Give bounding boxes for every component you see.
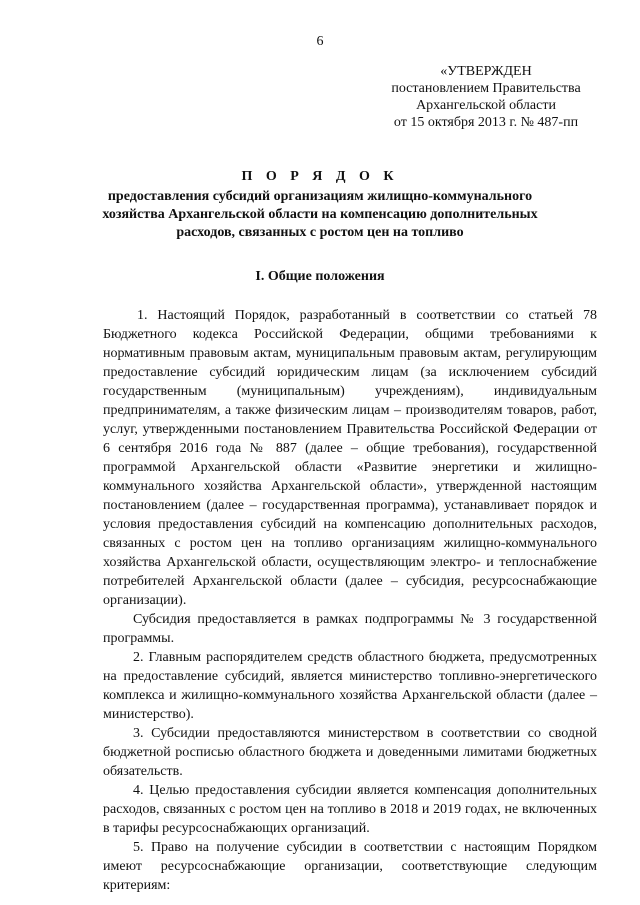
title-subtitle: предоставления субсидий организациям жилищно-коммунального хозяйства Архангельской области на компенсацию дополнительных расходов, связанных с ростом цен на топливо (102, 189, 538, 240)
body-text (103, 306, 597, 895)
page-number: 6 (316, 34, 324, 49)
approval-line-approved: «УТВЕРЖДЕН (440, 64, 532, 79)
section-heading: I. Общие положения (255, 269, 385, 284)
paragraph-4: 4. Целью предоставления субсидии является компенсация дополнительных расходов, связанных с ростом цен на топливо в 2018 и 2019 годах, не включенных в тарифы ресурсоснабжающих организаций. (103, 783, 597, 836)
title-word: П О Р Я Д О К (241, 169, 399, 184)
paragraph-subsidy-program: Субсидия предоставляется в рамках подпрограммы № 3 государственной программы. (103, 612, 597, 646)
paragraph-5: 5. Право на получение субсидии в соответствии с настоящим Порядком имеют ресурсоснабжающие организации, соответствующие следующим критериям: (103, 840, 597, 893)
approval-line-decree: постановлением Правительства (391, 81, 581, 96)
approval-line-region: Архангельской области (416, 98, 556, 113)
document-title (100, 168, 540, 242)
paragraph-2: 2. Главным распорядителем средств областного бюджета, предусмотренных на предоставление субсидий, является министерство топливно-энергетического комплекса и жилищно-коммунального хозяйства Архангельской области (далее – министерство). (103, 650, 597, 722)
approval-stamp (370, 63, 602, 131)
paragraph-1: 1. Настоящий Порядок, разработанный в соответствии со статьей 78 Бюджетного кодекса Российской Федерации, общими требованиями к нормативным правовым актам, муниципальным правовым актам, регулирующим предоставление субсидий юридическим лицам (за исключением субсидий государственным (муниципальным) учреждениям), индивидуальным предпринимателям, а также физическим лицам – производителям товаров, работ, услуг, утвержденными постановлением Правительства Российской Федерации от 6 сентября 2016 года № 887 (далее – общие требования), государственной программой Архангельской области «Развитие энергетики и жилищно-коммунального хозяйства Архангельской области», утвержденной настоящим постановлением (далее – государственная программа), устанавливает порядок и условия предоставления субсидий на компенсацию дополнительных расходов, связанных с ростом цен на топливо организациям жилищно-коммунального хозяйства Архангельской области, осуществляющим электро- и теплоснабжение потребителей Архангельской области (далее – субсидия, ресурсоснабжающие организации). (103, 308, 597, 608)
paragraph-3: 3. Субсидии предоставляются министерством в соответствии со сводной бюджетной росписью областного бюджета и доведенными лимитами бюджетных обязательств. (103, 726, 597, 779)
approval-line-date: от 15 октября 2013 г. № 487-пп (393, 115, 579, 130)
